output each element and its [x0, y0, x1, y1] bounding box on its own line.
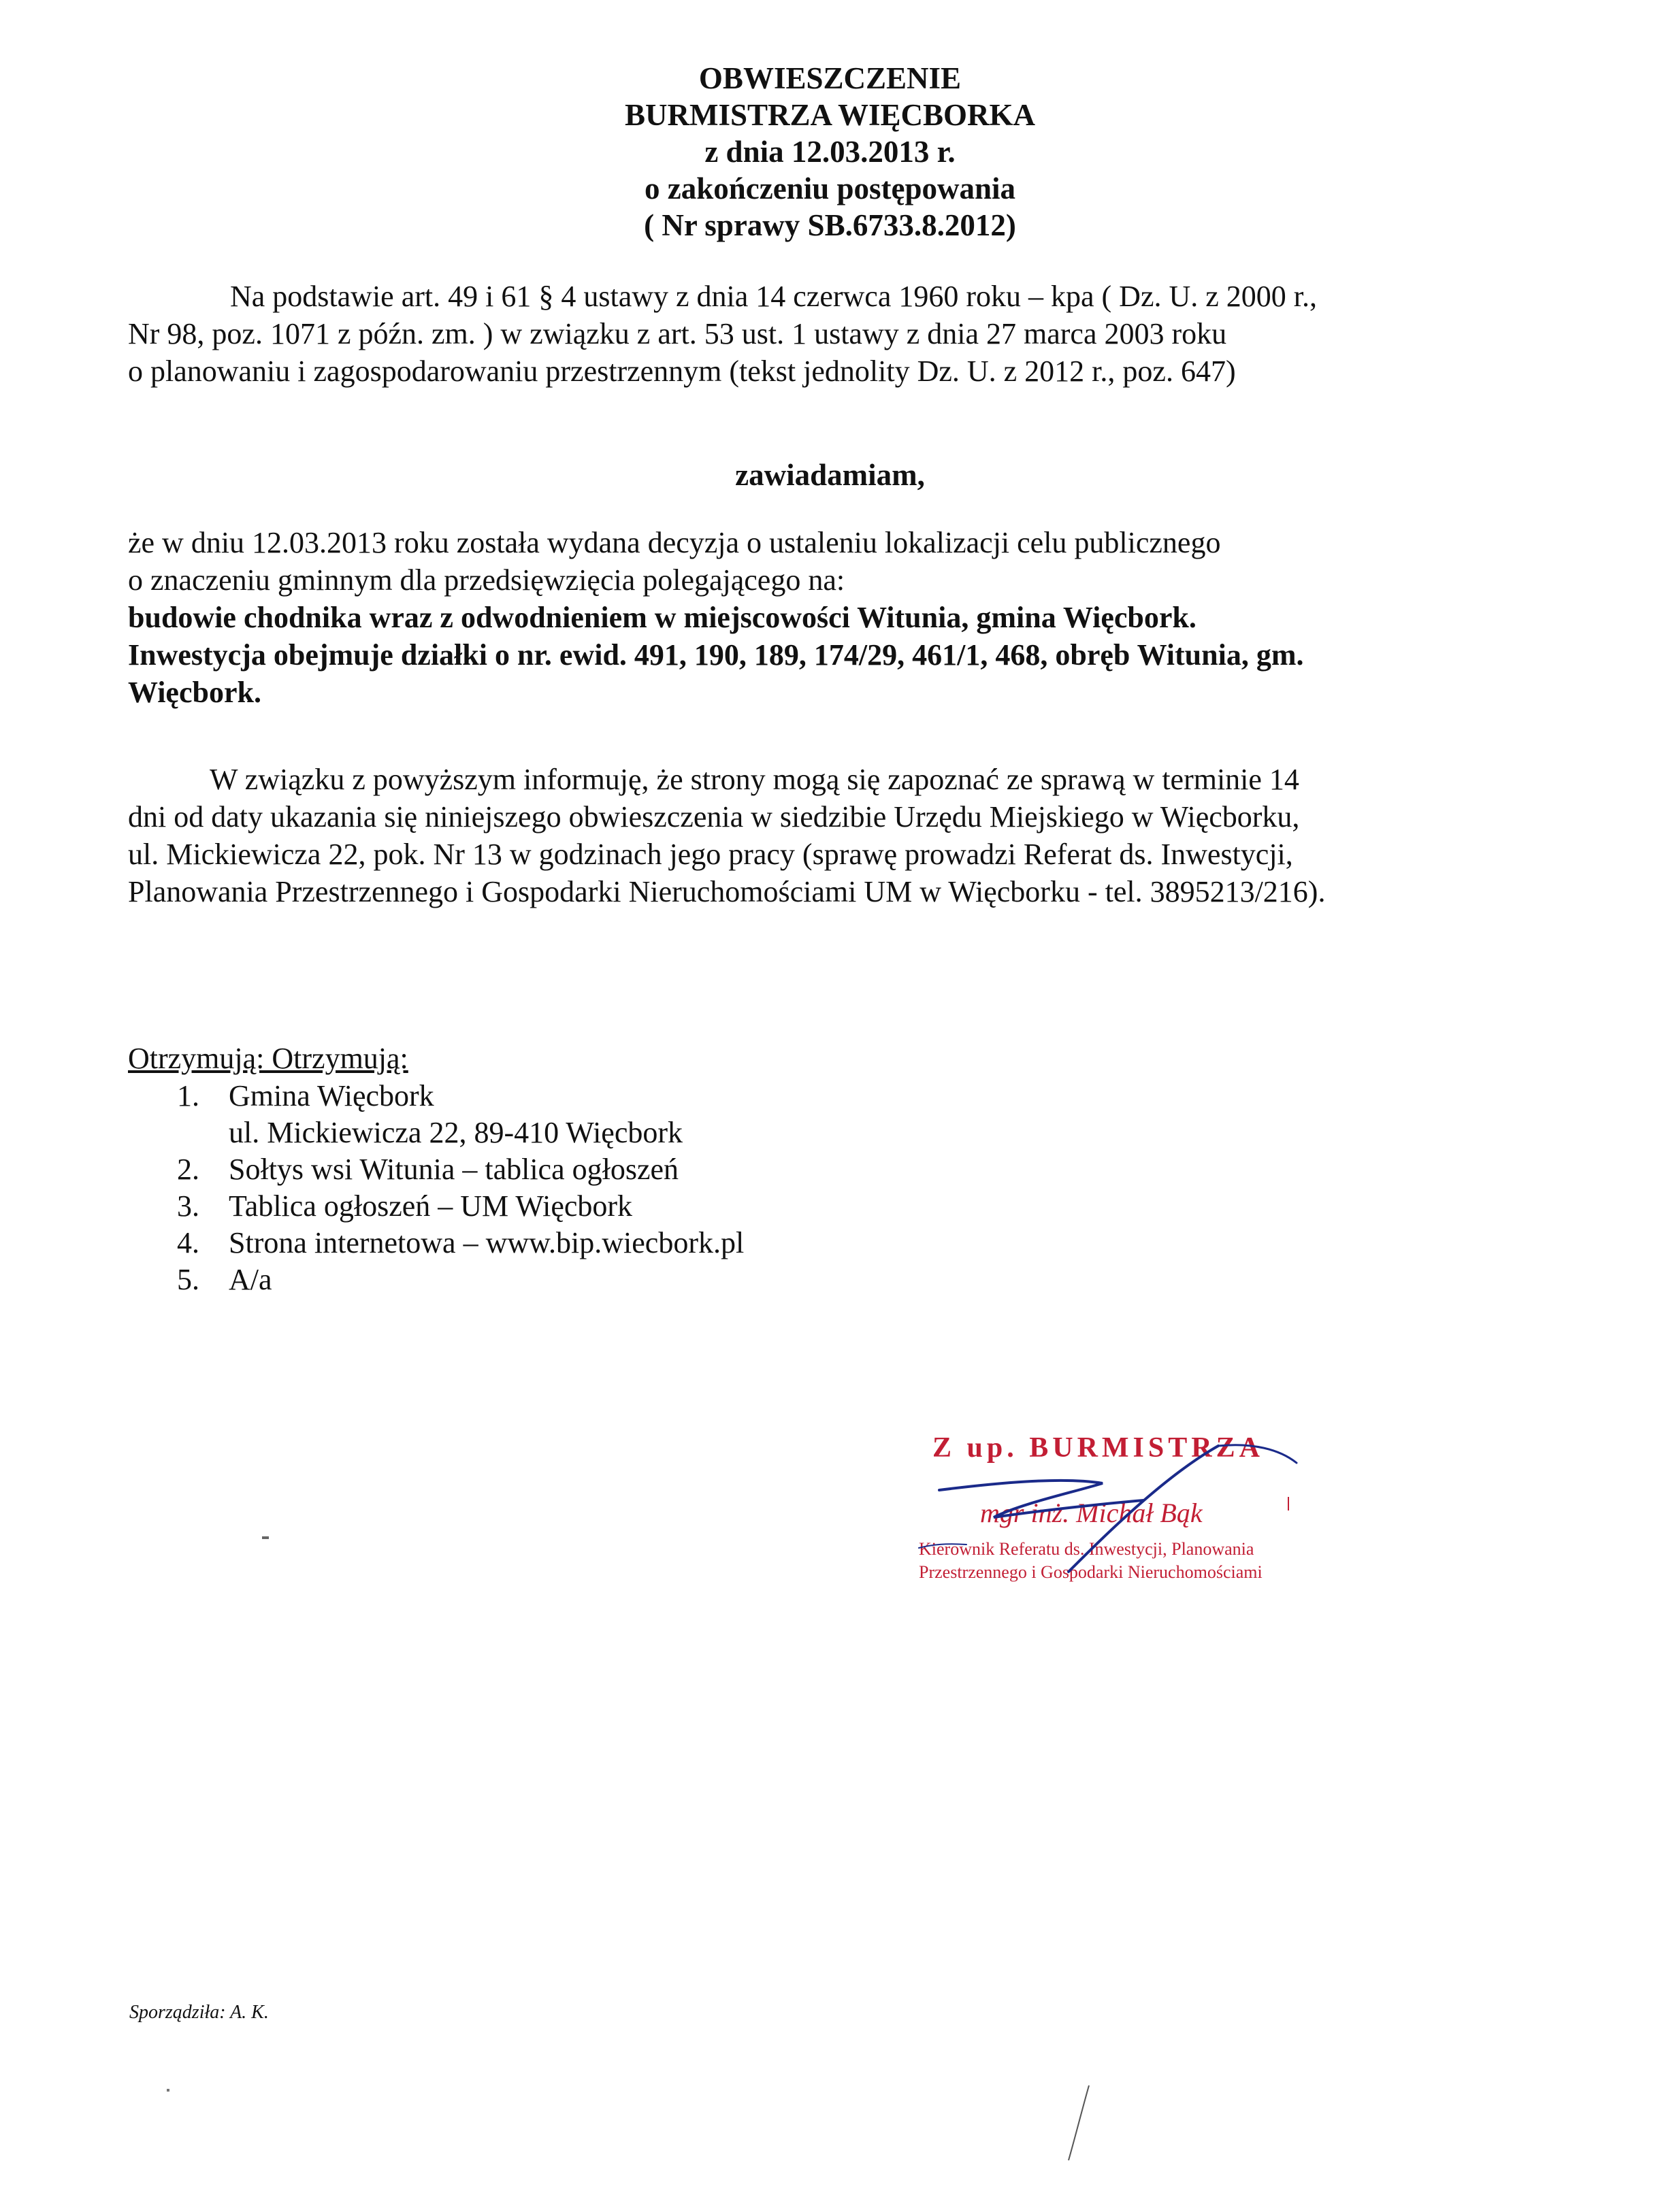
list-text: Sołtys wsi Witunia – tablica ogłoszeń	[229, 1153, 679, 1186]
notification-heading: zawiadamiam,	[735, 458, 925, 492]
header-subject: o zakończeniu postępowania	[644, 171, 1016, 205]
document-header	[0, 60, 1660, 244]
recipients-heading: Otrzymują: Otrzymują:	[128, 1042, 408, 1075]
scan-speck	[167, 2089, 169, 2092]
information-paragraph	[128, 761, 1523, 910]
header-date: z dnia 12.03.2013 r.	[704, 135, 956, 169]
decision-paragraph	[128, 524, 1523, 711]
scan-speck	[262, 1536, 269, 1539]
stamp-position-line: Kierownik Referatu ds. Inwestycji, Planowania	[919, 1539, 1254, 1559]
list-item	[128, 1261, 683, 1298]
recipients-list	[128, 1078, 745, 1298]
handwritten-signature	[898, 1436, 1334, 1613]
paragraph-line: Na podstawie art. 49 i 61 § 4 ustawy z dnia 14 czerwca 1960 roku – kpa ( Dz. U. z 2000 r.,	[230, 280, 1318, 313]
paragraph-line: o znaczeniu gminnym dla przedsięwzięcia polegającego na:	[128, 563, 845, 597]
legal-basis-paragraph	[128, 278, 1523, 390]
pen-mark	[1062, 2082, 1103, 2164]
list-text: Gmina Więcbork	[229, 1079, 434, 1112]
prepared-by-note: Sporządziła: A. K.	[129, 2002, 269, 2023]
investment-parcels: Inwestycja obejmuje działki o nr. ewid. 491, 190, 189, 174/29, 461/1, 468, obręb Witunia, gm.	[128, 638, 1304, 672]
scan-speck	[1288, 1497, 1289, 1511]
investment-description: budowie chodnika wraz z odwodnieniem w miejscowości Witunia, gmina Więcbork.	[128, 601, 1197, 634]
stamp-position-line: Przestrzennego i Gospodarki Nieruchomościami	[919, 1562, 1263, 1582]
list-item	[128, 1151, 683, 1188]
list-text: Tablica ogłoszeń – UM Więcbork	[229, 1189, 633, 1223]
list-number: 2.	[177, 1153, 199, 1186]
paragraph-line: W związku z powyższym informuję, że strony mogą się zapoznać ze sprawą w terminie 14	[210, 763, 1299, 796]
list-number: 4.	[177, 1226, 199, 1259]
header-authority: BURMISTRZA WIĘCBORKA	[624, 98, 1036, 132]
list-text: Strona internetowa – www.bip.wiecbork.pl	[229, 1226, 745, 1259]
header-case-number: ( Nr sprawy SB.6733.8.2012)	[644, 208, 1016, 242]
header-title: OBWIESZCZENIE	[698, 61, 962, 95]
list-number: 5.	[177, 1263, 199, 1296]
paragraph-line: że w dniu 12.03.2013 roku została wydana decyzja o ustaleniu lokalizacji celu publicznego	[128, 526, 1221, 559]
paragraph-line: dni od daty ukazania się niniejszego obwieszczenia w siedzibie Urzędu Miejskiego w Więcborku,	[128, 800, 1300, 833]
paragraph-line: Nr 98, poz. 1071 z późn. zm. ) w związku z art. 53 ust. 1 ustawy z dnia 27 marca 2003 roku	[128, 317, 1227, 350]
list-item	[128, 1078, 683, 1115]
list-number: 3.	[177, 1189, 199, 1223]
list-number: 1.	[177, 1079, 199, 1112]
paragraph-line: o planowaniu i zagospodarowaniu przestrzennym (tekst jednolity Dz. U. z 2012 r., poz. 647)	[128, 354, 1236, 388]
list-item	[128, 1188, 683, 1225]
list-text: A/a	[229, 1263, 272, 1296]
list-item	[128, 1225, 745, 1261]
stamp-signatory-name: mgr inż. Michał Bąk	[980, 1498, 1203, 1528]
investment-location: Więcbork.	[128, 676, 261, 709]
paragraph-line: ul. Mickiewicza 22, pok. Nr 13 w godzinach jego pracy (sprawę prowadzi Referat ds. Inwestycji,	[128, 838, 1293, 871]
stamp-authorization: Z up. BURMISTRZA	[932, 1432, 1264, 1464]
list-item-address: ul. Mickiewicza 22, 89-410 Więcbork	[229, 1116, 683, 1149]
paragraph-line: Planowania Przestrzennego i Gospodarki Nieruchomościami UM w Więcborku - tel. 3895213/216).	[128, 875, 1326, 908]
